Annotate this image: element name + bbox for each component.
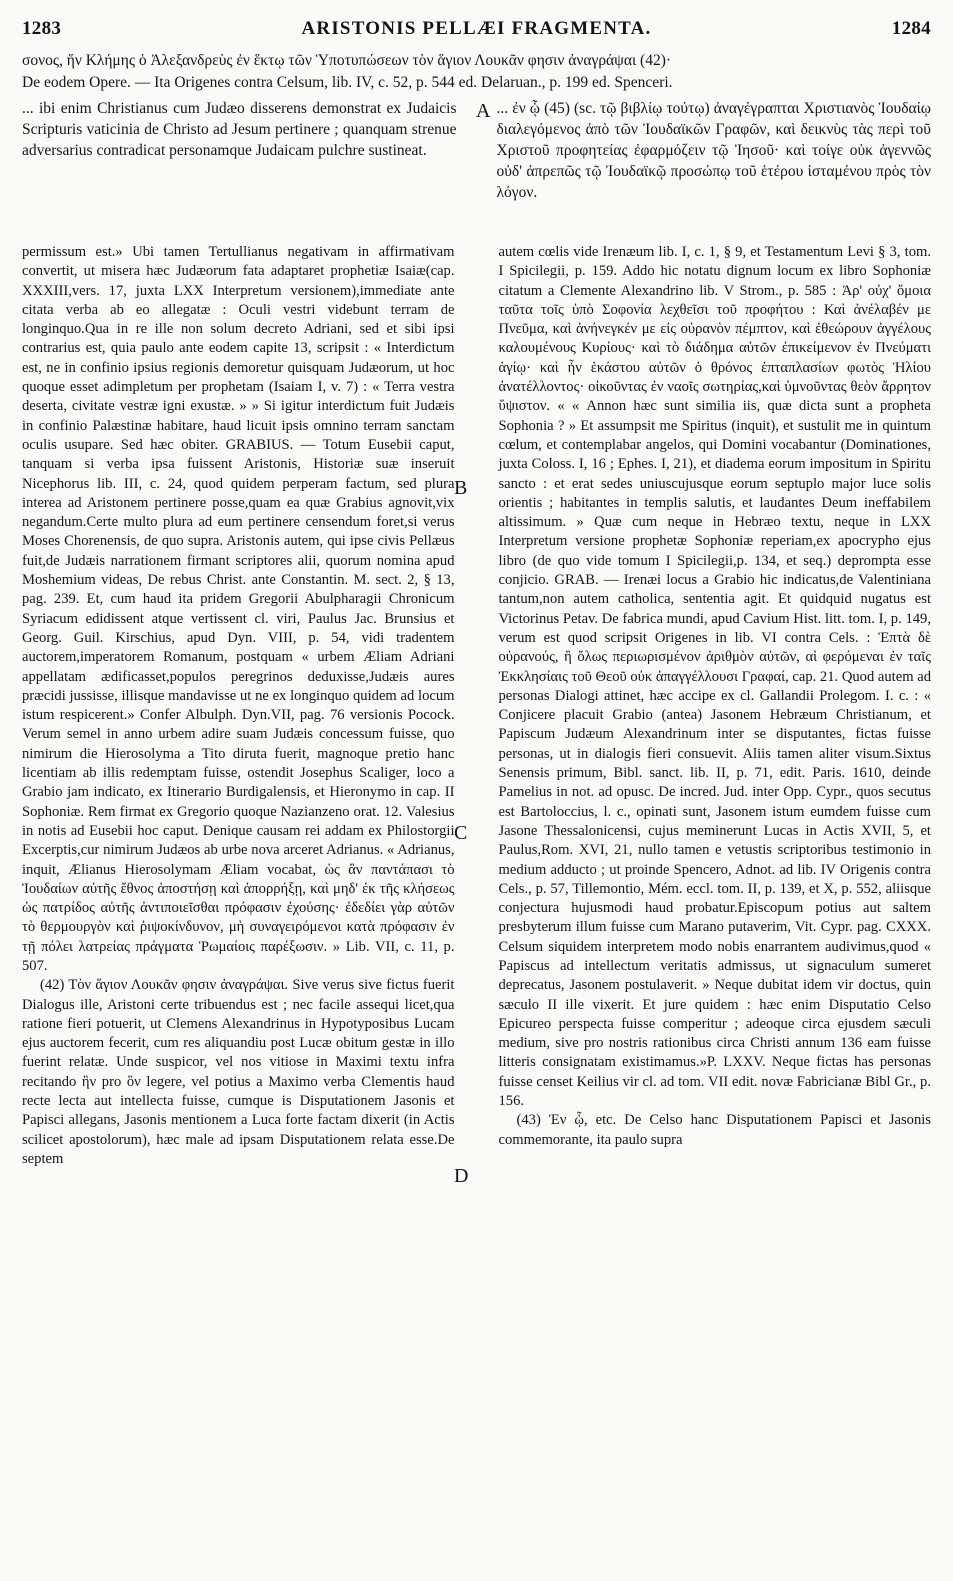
- parallel-text: [22, 98, 931, 203]
- latin-column: [22, 98, 477, 203]
- note-43: (43) Ἐν ᾧ, etc. De Celso hanc Disputationem Papisci et Jasonis commemorante, ita paulo supra: [498, 1112, 931, 1148]
- note-paragraph: autem cœlis vide Irenæum lib. I, c. 1, § 9, et Testamentum Levi § 3, tom. I Spicilegii, p. 159. Addo hic notatu dignum locum ex libro Sophoniæ citatum a Clemente Alexandrino lib. V Strom., p. 585 : Ἀρ' οὐχ' ὅμοια ταῦτα τοῖς ὑπὸ Σοφονία λεχθεῖσι τοῦ προφήτου : Καὶ ἀνέλαβέν με Πνεῦμα, καὶ ἀνήνεγκέν με εἰς οὐρανὸν πέμπτον, καὶ ἐθεώρουν ἀγγέλους καλουμένους Κυρίους· καὶ τὸ διάδημα αὐτῶν ἐπικείμενον ἐν Πνεύματι ἁγίῳ· καὶ ἦν ἑκάστου αὐτῶν ὁ θρόνος ἑπταπλασίων φωτὸς Ἡλίου ἀνατέλλοντος· οἰκοῦντας ἐν ναοῖς σωτηρίας,καὶ ὑμνοῦντας θεὸν ἄρρητον ὕψιστον. « « Annon hæc sunt similia iis, quæ dicta sunt a propheta Sophonia ? » Et assumpsit me Spiritus (inquit), et sustulit me in quintum cœlum, et contemplabar angelos, qui Domini vocabantur (Dominationes, juxta Coloss. I, 16 ; Ephes. I, 21), et diadema eorum impositum in Spiritu sancto : et erat sedes uniuscujusque eorum septuplo major luce solis orientis ; habitantes in templis salutis, et laudantes Deum ineffabilem altissimum. » Quæ cum neque in Hebræo textu, neque in LXX Interpretum versione prophetæ Sophoniæ reperiam,ex apocrypho ejus libro (de quo vide tomum I Spicilegii,p. 134, et seq.) deprompta esse conjicio. GRAB. — Irenæi locus a Grabio hic indicatus,de Valentinianа tantum,non autem catholica, sententia agit. Et quidquid nugatus est Victorinus Petav. De fabrica mundi, apud Cavium Hist. litt. tom. I, p. 149, verum est quod scripsit Origenes in lib. VI contra Cels. : Ἑπτὰ δὲ οὐρανούς, ἢ ὅλως περιωρισμένον ἀριθμὸν αὐτῶν, αἱ φερόμεναι ἐν ταῖς Ἐκκλησίαις τοῦ Θεοῦ οὐκ ἀπαγγέλλουσι Γραφαί, cap. 21. Quod autem ad personas Dialogi attinet, hæc accipe ex cl. Gallandii Prolegom. I. c. : « Conjicere placuit Grabio (antea) Jasonem Hebræum Christianum, et Papiscum Judæum Alexandrinum inter se disputantes, fictas fuisse personas, ut in dialogis fieri consuevit. Aliis tamen aliter visum.Sixtus Senensis primum, Bibl. sanct. lib. II, p. 71, edit. Paris. 1610, deinde Pamelius in not. ad opusc. De incred. Jud. inter Opp. Cypr., quos secutus est Bartoloccius, l. c., opinati sunt, Jasonem istum eumdem fuisse cum Jasone Thessalonicensi, cujus meminerunt Lucas in Actis XVII, 5, et Paulus,Rom. XVI, 21, nullo tamen e vetustis scriptoribus testimonio in medium adducto ; ut proinde Spencero, Adnot. ad lib. IV Origenis contra Cels., p. 57, Tillemontio, Mém. eccl. tom. II, p. 139, et X, p. 552, aliisque conjectura hujusmodi haud probatur.Episcopum potius aut saltem presbyterum illum fuisse cum Marano putaverim, Vit. Cypr. pag. CXXX. Celsum siquidem interpretem modo nobis enarrantem audivimus,quod « Papiscus ad intellectum veritatis admissus, ut signaculum sumeret deprecatus, Jasonem postulaverit. » Neque dubitat idem vir doctus, quin sæculo II ille vixerit. Et jure quidem : hæc enim Disputatio Celso Epicureo perspecta fuisse comperitur ; adeoque circa ejusdem sæculi medium, sive pro nostris rationibus circa Christi annum 136 eam fuisse litteris consignatam existimamus.»P. LXXV. Neque fictas has personas fuisse censet Keilius vir cl. ad tom. VII edit. novæ Fabricianæ Bibl Gr., p. 156.: [498, 244, 931, 1110]
- footnotes: [22, 243, 931, 1169]
- page-number-left: 1283: [22, 18, 62, 39]
- source-reference-line: De eodem Opere. — Ita Origenes contra Celsum, lib. IV, c. 52, p. 544 ed. Delaruan., p. 199 ed. Spenceri.: [22, 74, 673, 91]
- page-header: [22, 18, 931, 44]
- margin-letter-c: C: [454, 822, 468, 844]
- margin-letter-b: B: [454, 477, 468, 499]
- greek-text: ... ἐν ᾧ (45) (sc. τῷ βιβλίῳ τούτῳ) ἀναγέγραπται Χριστιανὸς Ἰουδαίῳ διαλεγόμενος ἀπὸ τῶν Ἰουδαϊκῶν Γραφῶν, καὶ δεικνὺς τὰς περὶ τοῦ Χριστοῦ προφητείας ἐφαρμόζειν τῷ Ἰησοῦ· καὶ τοίγε οὐκ ἀγεννῶς οὐδ' ἀπρεπῶς τῷ Ἰουδαϊκῷ προσώπῳ τοῦ ἑτέρου ἱσταμένου πρὸς τὸν λόγον.: [496, 100, 931, 201]
- margin-letter-a: A: [476, 100, 491, 122]
- page-number-right: 1284: [891, 18, 931, 39]
- note-42: (42) Τὸν ἅγιον Λουκᾶν φησιν ἀναγράψαι. Sive verus sive fictus fuerit Dialogus ille, Aristoni certe tribuendus est ; nec facile assequi licet,qua ratione fieri potuerit, ut Clemens Alexandrinus in Hypotyposibus Lucam ejus auctorem fecerit, cum res aliquandiu post Lucæ obitum gestæ in illo fuerint relatæ. Unde suspicor, vel nos vitiose in Maximi textu infra recitando ἣν pro ὃν legere, vel potius a Maximo verba Clementis haud recte lecta aut intellecta fuisse, cumque is Disputationem Jasonis et Papisci allegans, Jasonis mentionem a Luca forte factam dixerit (in Actis scilicet apostolorum), hæc male ad ipsam Disputationem relata esse.De septem: [22, 977, 455, 1167]
- margin-letter-d: D: [454, 1165, 469, 1187]
- notes-left-column: [22, 243, 477, 1169]
- notes-right-column: [477, 243, 932, 1169]
- running-title: ARISTONIS PELLÆI FRAGMENTA.: [301, 18, 652, 39]
- greek-column: [477, 98, 932, 203]
- note-paragraph: permissum est.» Ubi tamen Tertullianus negativam in affirmativam convertit, ut misera hæc Judæorum fata adaptaret prophetiæ Isaiæ(cap. XXXIII,vers. 17, juxta LXX Interpretum versionem),immediate ante citata verba ab eo allegatæ : Oculi vestri videbunt terram de longinquo.Qua in re ille non solum decreto Adriani, sed et sibi ipsi contrarius est, quia paulo ante eodem capite 13, scripsit : « Interdictum est, ne in confinio ipsius regionis demoretur quisquam Judæorum, ut hoc quoque esset adimpletum per prophetam (Isaiam I, v. 7) : « Terra vestra deserta, civitate vestræ igni exustæ. » » Si igitur interdictum fuit Judæis in confinio Palæstinæ habitare, haud licuit ipsis omnino terram sanctam oculis usupare. Sed hæc obiter. GRABIUS. — Totum Eusebii caput, tanquam si verba ipsa fuissent Aristonis, Historiæ suæ inseruit Nicephorus lib. III, c. 24, quod quidem perperam factum, sed plura interea ad Aristonem pertinere posse,quam ea quæ Grabius agnovit,vix negandum.Certe multo plura ad eum pertinere censendum foret,si verus Moses Chorenensis, de quo supra. Aristonis autem, qui ipse civis Pellæus fuit,de Judæis narrationem firmant scriptores alii, quorum nomina apud Moshemium videas, De rebus Christ. ante Constantin. M. sect. 2, § 13, pag. 239. Et, cum haud ita pridem Gregorii Abulpharagii Chronicum Syriacum edidissent atque vertissent cl. viri, Paulus Jac. Brunsius et Georg. Guil. Kirschius, apud Dyn. VIII, p. 54, vidi tradentem auctorem,imperatorem Romanum, postquam « urbem Æliam Adriani appellatam ædificasset,populos peregrinos deduxisse,Judæis aures præcidi jussisse, illisque mandavisse ut ne ex longinquo quidem ad locum istum respicerent.» Confer Albulph. Dyn.VII, pag. 76 versionis Pocock. Verum semel in anno urbem adire suam Judæis concessum fuisse, quo nimirum die Hierosolyma a Tito diruta fuerit, magnoque pretio hanc licentiam ab illis redemptam fuisse, ostendit Josephus Scaliger, loco a Grabio jam indicato, ex Itinerario Burdigalensis, et Hieronymo in cap. II Sophoniæ. Rem firmat ex Gregorio quoque Nazianzeno orat. 12. Valesius in notis ad Eusebii hoc caput. Denique causam rei addam ex Philostorgii Excerptis,cur nimirum Judæos ab urbe nova arceret Adrianus. « Adrianus, inquit, Ælianus Hierosolymam Æliam vocabat, ὡς ἂν παντάπασι τὸ Ἰουδαίων αὐτῆς ἔθνος ἀποστήσῃ καὶ ἀπορρήξῃ, καὶ μηδ' ἐκ τῆς κλήσεως ὡς πατρίδος αὐτῆς ἀντιποιεῖσθαι πρόφασιν ἐχούσης· ἐδεδίει γὰρ αὐτῶν τὸ θερμουργὸν καὶ ῥιψοκίνδυνον, μὴ συναγειρόμενοι κατὰ πρόφασιν ἐν τῇ πόλει λατρείας πράγματα Ῥωμαίοις παρέξωσιν. » Lib. VII, c. 11, p. 507.: [22, 244, 455, 974]
- greek-continuation-line: σονος, ἥν Κλήμης ὁ Ἀλεξανδρεὺς ἐν ἕκτῳ τῶν Ὑποτυπώσεων τὸν ἅγιον Λουκᾶν φησιν ἀναγράψαι (42)·: [22, 52, 672, 69]
- latin-text: ... ibi enim Christianus cum Judæo disserens demonstrat ex Judaicis Scripturis vaticinia de Christo ad Jesum pertinere ; quanquam strenue adversarius contradicat personamque Judaicam pulchre sustineat.: [22, 100, 457, 159]
